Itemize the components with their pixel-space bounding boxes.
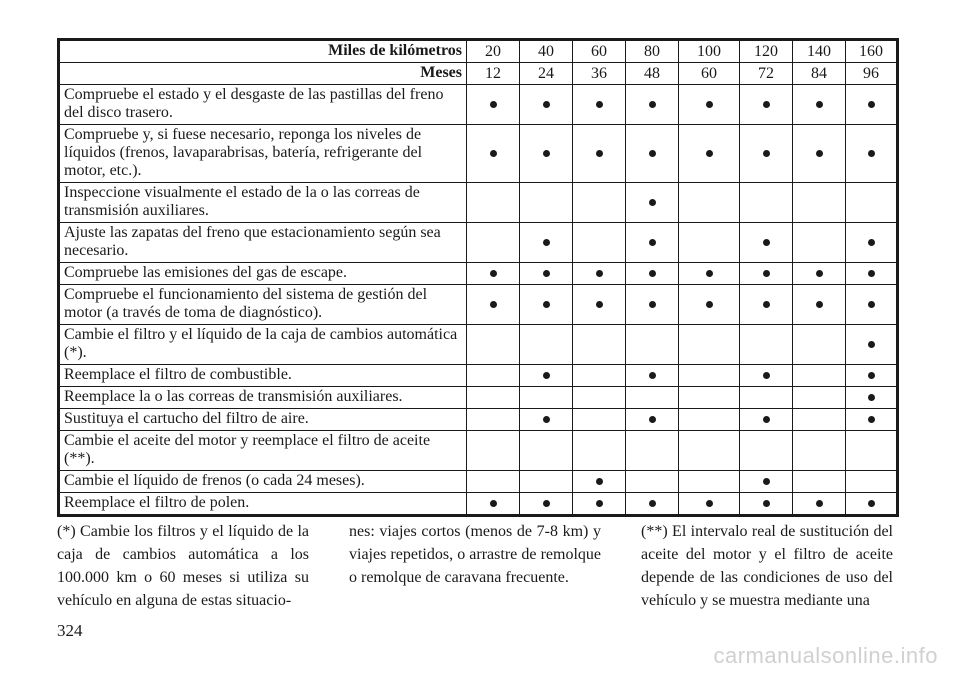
months-value: 72 bbox=[740, 63, 793, 85]
service-dot-icon bbox=[649, 372, 656, 379]
service-dot-icon bbox=[763, 270, 770, 277]
interval-cell bbox=[467, 325, 520, 365]
service-dot-icon bbox=[706, 270, 713, 277]
service-dot-icon bbox=[543, 500, 550, 507]
maintenance-schedule-table bbox=[57, 38, 899, 517]
interval-cell bbox=[846, 223, 898, 263]
km-value: 120 bbox=[740, 40, 793, 63]
service-dot-icon bbox=[763, 416, 770, 423]
interval-cell bbox=[467, 431, 520, 471]
footnotes bbox=[57, 520, 893, 612]
interval-cell bbox=[626, 493, 679, 516]
interval-cell bbox=[793, 325, 846, 365]
interval-cell bbox=[626, 471, 679, 493]
footnote-column-2: nes: viajes cortos (menos de 7-8 km) y viajes repetidos, o arrastre de remolque o remolque de caravana frecuente. bbox=[349, 523, 601, 586]
km-value: 60 bbox=[573, 40, 626, 63]
interval-cell bbox=[520, 223, 573, 263]
maintenance-task: Cambie el aceite del motor y reemplace el filtro de aceite (**). bbox=[59, 431, 467, 471]
maintenance-task: Compruebe y, si fuese necesario, reponga los niveles de líquidos (frenos, lavaparabrisas, batería, refrigerante del motor, etc.). bbox=[59, 125, 467, 183]
interval-cell bbox=[573, 85, 626, 125]
interval-cell bbox=[793, 365, 846, 387]
interval-cell bbox=[467, 365, 520, 387]
interval-cell bbox=[740, 409, 793, 431]
interval-cell bbox=[679, 183, 740, 223]
service-dot-icon bbox=[649, 101, 656, 108]
maintenance-task: Compruebe las emisiones del gas de escape. bbox=[59, 263, 467, 285]
service-dot-icon bbox=[596, 478, 603, 485]
interval-cell bbox=[793, 183, 846, 223]
interval-cell bbox=[740, 325, 793, 365]
interval-cell bbox=[846, 85, 898, 125]
interval-cell bbox=[679, 431, 740, 471]
maintenance-row bbox=[59, 431, 898, 471]
service-dot-icon bbox=[763, 150, 770, 157]
interval-cell bbox=[793, 493, 846, 516]
interval-cell bbox=[520, 125, 573, 183]
service-dot-icon bbox=[763, 478, 770, 485]
service-dot-icon bbox=[543, 416, 550, 423]
interval-cell bbox=[846, 409, 898, 431]
maintenance-row bbox=[59, 325, 898, 365]
interval-cell bbox=[573, 183, 626, 223]
service-dot-icon bbox=[706, 101, 713, 108]
interval-cell bbox=[573, 125, 626, 183]
interval-cell bbox=[467, 223, 520, 263]
service-dot-icon bbox=[596, 270, 603, 277]
service-dot-icon bbox=[763, 101, 770, 108]
km-value: 160 bbox=[846, 40, 898, 63]
months-value: 12 bbox=[467, 63, 520, 85]
interval-cell bbox=[520, 263, 573, 285]
service-dot-icon bbox=[543, 239, 550, 246]
service-dot-icon bbox=[543, 301, 550, 308]
interval-cell bbox=[467, 85, 520, 125]
interval-cell bbox=[679, 409, 740, 431]
months-header-row bbox=[59, 63, 898, 85]
maintenance-row bbox=[59, 365, 898, 387]
interval-cell bbox=[573, 409, 626, 431]
service-dot-icon bbox=[490, 150, 497, 157]
maintenance-row bbox=[59, 85, 898, 125]
maintenance-row bbox=[59, 493, 898, 516]
interval-cell bbox=[467, 263, 520, 285]
interval-cell bbox=[467, 183, 520, 223]
interval-cell bbox=[467, 125, 520, 183]
interval-cell bbox=[679, 471, 740, 493]
service-dot-icon bbox=[868, 416, 875, 423]
interval-cell bbox=[846, 431, 898, 471]
interval-cell bbox=[793, 387, 846, 409]
interval-cell bbox=[793, 125, 846, 183]
interval-cell bbox=[679, 387, 740, 409]
months-value: 96 bbox=[846, 63, 898, 85]
maintenance-row bbox=[59, 263, 898, 285]
months-value: 36 bbox=[573, 63, 626, 85]
maintenance-row bbox=[59, 471, 898, 493]
maintenance-task: Reemplace el filtro de combustible. bbox=[59, 365, 467, 387]
service-dot-icon bbox=[706, 500, 713, 507]
maintenance-task: Reemplace el filtro de polen. bbox=[59, 493, 467, 516]
interval-cell bbox=[573, 471, 626, 493]
service-dot-icon bbox=[543, 101, 550, 108]
service-dot-icon bbox=[706, 150, 713, 157]
maintenance-row bbox=[59, 223, 898, 263]
service-dot-icon bbox=[543, 372, 550, 379]
maintenance-task: Compruebe el funcionamiento del sistema de gestión del motor (a través de toma de diagnóstico). bbox=[59, 285, 467, 325]
interval-cell bbox=[679, 325, 740, 365]
interval-cell bbox=[740, 85, 793, 125]
interval-cell bbox=[846, 285, 898, 325]
service-dot-icon bbox=[649, 199, 656, 206]
service-dot-icon bbox=[868, 270, 875, 277]
maintenance-row bbox=[59, 285, 898, 325]
interval-cell bbox=[573, 325, 626, 365]
interval-cell bbox=[467, 387, 520, 409]
interval-cell bbox=[679, 125, 740, 183]
interval-cell bbox=[626, 285, 679, 325]
interval-cell bbox=[520, 387, 573, 409]
interval-cell bbox=[626, 263, 679, 285]
interval-cell bbox=[573, 431, 626, 471]
km-value: 40 bbox=[520, 40, 573, 63]
interval-cell bbox=[626, 223, 679, 263]
interval-cell bbox=[520, 409, 573, 431]
interval-cell bbox=[626, 125, 679, 183]
interval-cell bbox=[626, 85, 679, 125]
months-value: 60 bbox=[679, 63, 740, 85]
interval-cell bbox=[520, 493, 573, 516]
km-value: 100 bbox=[679, 40, 740, 63]
interval-cell bbox=[626, 409, 679, 431]
service-dot-icon bbox=[543, 150, 550, 157]
interval-cell bbox=[573, 223, 626, 263]
interval-cell bbox=[740, 263, 793, 285]
interval-cell bbox=[573, 263, 626, 285]
interval-cell bbox=[520, 365, 573, 387]
interval-cell bbox=[626, 325, 679, 365]
maintenance-task: Sustituya el cartucho del filtro de aire. bbox=[59, 409, 467, 431]
maintenance-row bbox=[59, 387, 898, 409]
interval-cell bbox=[520, 285, 573, 325]
interval-cell bbox=[793, 431, 846, 471]
interval-cell bbox=[679, 263, 740, 285]
interval-cell bbox=[740, 365, 793, 387]
interval-cell bbox=[626, 365, 679, 387]
interval-cell bbox=[679, 285, 740, 325]
interval-cell bbox=[740, 431, 793, 471]
interval-cell bbox=[846, 365, 898, 387]
service-dot-icon bbox=[868, 301, 875, 308]
footnote-column-1: (*) Cambie los filtros y el líquido de la caja de cambios automática a los 100.000 km o 60 meses si utiliza su vehículo en alguna de estas situacio- bbox=[57, 523, 309, 609]
interval-cell bbox=[520, 325, 573, 365]
interval-cell bbox=[520, 471, 573, 493]
km-value: 140 bbox=[793, 40, 846, 63]
service-dot-icon bbox=[649, 150, 656, 157]
interval-cell bbox=[846, 125, 898, 183]
interval-cell bbox=[520, 183, 573, 223]
interval-cell bbox=[467, 409, 520, 431]
service-dot-icon bbox=[706, 301, 713, 308]
service-dot-icon bbox=[763, 372, 770, 379]
maintenance-task: Cambie el filtro y el líquido de la caja de cambios automática (*). bbox=[59, 325, 467, 365]
service-dot-icon bbox=[868, 372, 875, 379]
km-value: 80 bbox=[626, 40, 679, 63]
interval-cell bbox=[467, 285, 520, 325]
watermark-logo: carmanualsonline.info bbox=[713, 643, 938, 668]
months-header-label: Meses bbox=[59, 63, 467, 85]
page-number: 324 bbox=[57, 621, 83, 640]
interval-cell bbox=[626, 431, 679, 471]
service-dot-icon bbox=[490, 101, 497, 108]
interval-cell bbox=[740, 387, 793, 409]
interval-cell bbox=[846, 387, 898, 409]
maintenance-task: Ajuste las zapatas del freno que estacionamiento según sea necesario. bbox=[59, 223, 467, 263]
service-dot-icon bbox=[596, 301, 603, 308]
service-dot-icon bbox=[868, 394, 875, 401]
interval-cell bbox=[846, 493, 898, 516]
interval-cell bbox=[740, 125, 793, 183]
interval-cell bbox=[740, 223, 793, 263]
service-dot-icon bbox=[763, 301, 770, 308]
maintenance-task: Compruebe el estado y el desgaste de las pastillas del freno del disco trasero. bbox=[59, 85, 467, 125]
interval-cell bbox=[793, 223, 846, 263]
km-header-label: Miles de kilómetros bbox=[59, 40, 467, 63]
service-dot-icon bbox=[868, 101, 875, 108]
months-value: 84 bbox=[793, 63, 846, 85]
service-dot-icon bbox=[816, 500, 823, 507]
interval-cell bbox=[846, 471, 898, 493]
interval-cell bbox=[679, 493, 740, 516]
service-dot-icon bbox=[543, 270, 550, 277]
maintenance-row bbox=[59, 125, 898, 183]
interval-cell bbox=[740, 183, 793, 223]
interval-cell bbox=[679, 223, 740, 263]
service-dot-icon bbox=[763, 239, 770, 246]
service-dot-icon bbox=[868, 239, 875, 246]
interval-cell bbox=[679, 365, 740, 387]
months-value: 48 bbox=[626, 63, 679, 85]
interval-cell bbox=[467, 471, 520, 493]
service-dot-icon bbox=[816, 101, 823, 108]
maintenance-task: Cambie el líquido de frenos (o cada 24 meses). bbox=[59, 471, 467, 493]
interval-cell bbox=[626, 183, 679, 223]
service-dot-icon bbox=[816, 270, 823, 277]
service-dot-icon bbox=[763, 500, 770, 507]
schedule-body bbox=[59, 40, 898, 516]
interval-cell bbox=[846, 325, 898, 365]
service-dot-icon bbox=[868, 341, 875, 348]
service-dot-icon bbox=[649, 416, 656, 423]
interval-cell bbox=[573, 365, 626, 387]
footnote-column-3: (**) El intervalo real de sustitución del aceite del motor y el filtro de aceite depende de las condiciones de uso del vehículo y se muestra mediante una bbox=[641, 523, 893, 609]
service-dot-icon bbox=[816, 301, 823, 308]
months-value: 24 bbox=[520, 63, 573, 85]
service-dot-icon bbox=[649, 301, 656, 308]
interval-cell bbox=[846, 183, 898, 223]
service-dot-icon bbox=[596, 500, 603, 507]
interval-cell bbox=[793, 263, 846, 285]
service-dot-icon bbox=[816, 150, 823, 157]
service-dot-icon bbox=[868, 150, 875, 157]
km-value: 20 bbox=[467, 40, 520, 63]
interval-cell bbox=[573, 387, 626, 409]
service-dot-icon bbox=[649, 500, 656, 507]
interval-cell bbox=[626, 387, 679, 409]
maintenance-task: Inspeccione visualmente el estado de la o las correas de transmisión auxiliares. bbox=[59, 183, 467, 223]
maintenance-row bbox=[59, 409, 898, 431]
interval-cell bbox=[846, 263, 898, 285]
maintenance-task: Reemplace la o las correas de transmisión auxiliares. bbox=[59, 387, 467, 409]
service-dot-icon bbox=[490, 270, 497, 277]
service-dot-icon bbox=[490, 500, 497, 507]
interval-cell bbox=[740, 285, 793, 325]
interval-cell bbox=[793, 471, 846, 493]
service-dot-icon bbox=[868, 500, 875, 507]
service-dot-icon bbox=[649, 239, 656, 246]
interval-cell bbox=[520, 85, 573, 125]
interval-cell bbox=[793, 285, 846, 325]
interval-cell bbox=[740, 493, 793, 516]
interval-cell bbox=[520, 431, 573, 471]
interval-cell bbox=[740, 471, 793, 493]
service-dot-icon bbox=[649, 270, 656, 277]
maintenance-row bbox=[59, 183, 898, 223]
service-dot-icon bbox=[596, 150, 603, 157]
interval-cell bbox=[679, 85, 740, 125]
interval-cell bbox=[573, 285, 626, 325]
interval-cell bbox=[793, 85, 846, 125]
service-dot-icon bbox=[490, 301, 497, 308]
km-header-row bbox=[59, 40, 898, 63]
interval-cell bbox=[573, 493, 626, 516]
service-dot-icon bbox=[596, 101, 603, 108]
interval-cell bbox=[793, 409, 846, 431]
interval-cell bbox=[467, 493, 520, 516]
